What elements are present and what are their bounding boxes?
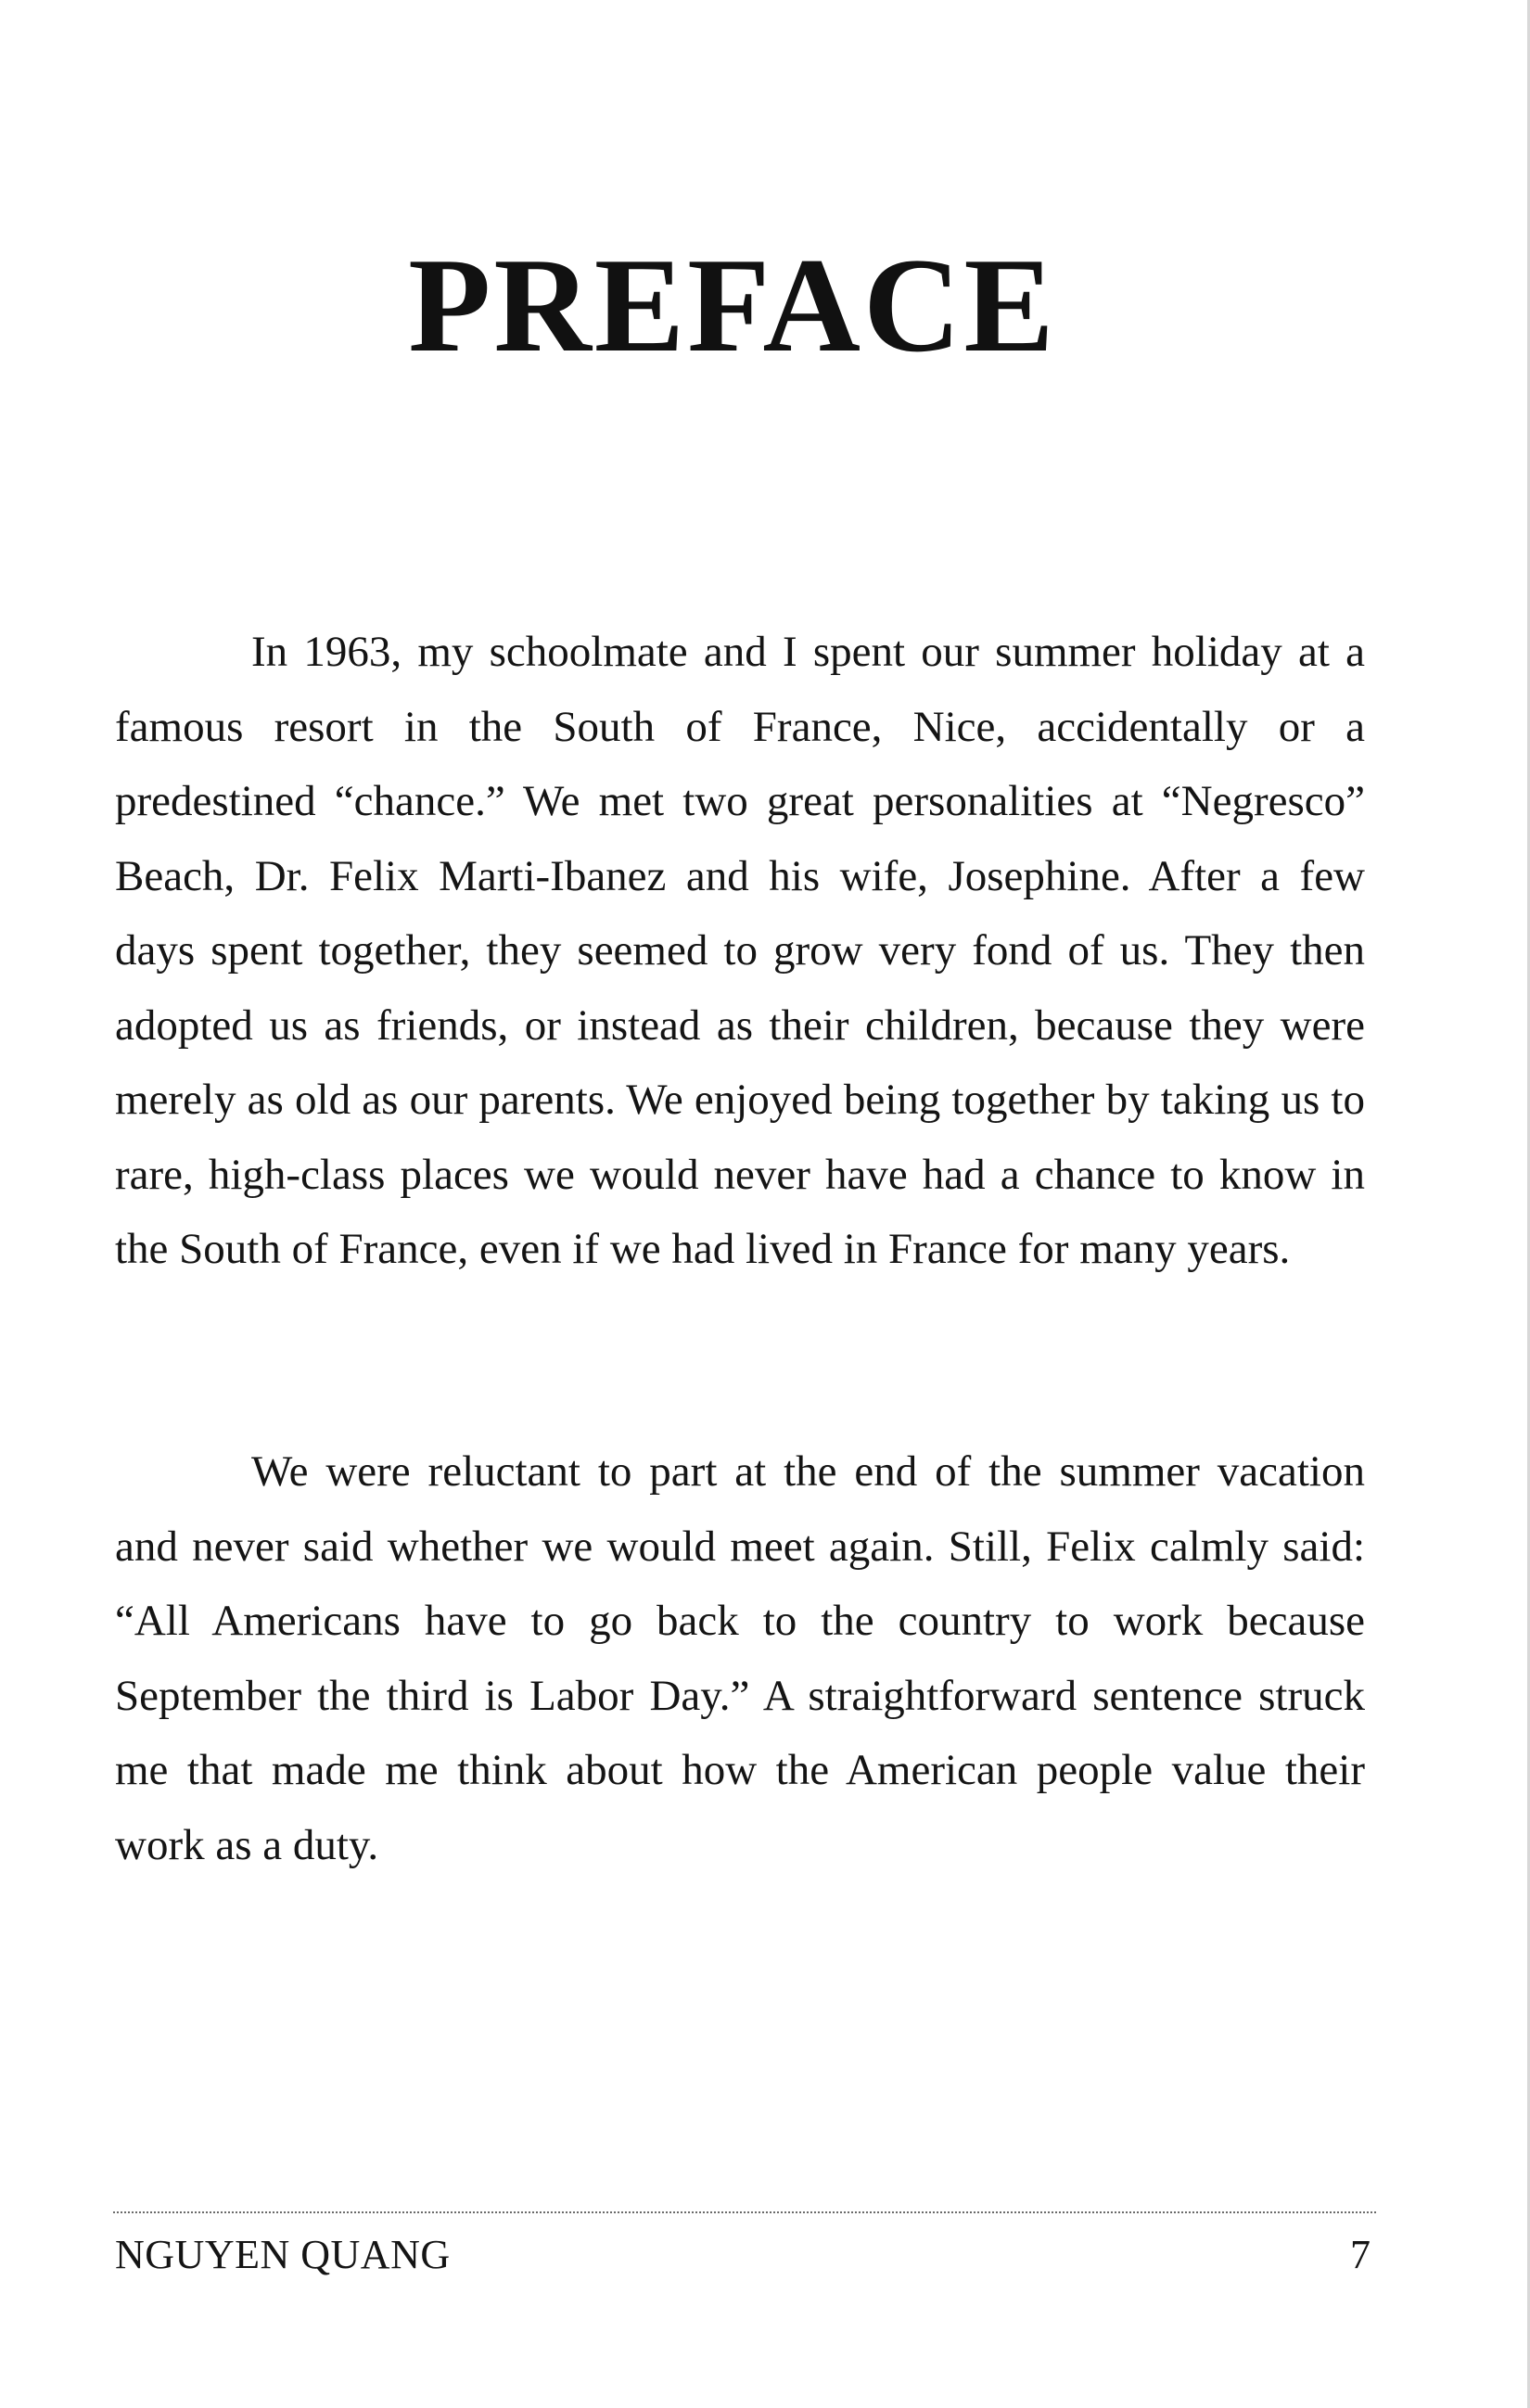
page-number: 7 [1350,2232,1371,2277]
footer-divider [113,2211,1376,2213]
paragraph-2 [115,1434,1365,1882]
paragraph-1-text: In 1963, my schoolmate and I spent our summer holiday at a famous resort in the South of France, Nice, accidentally or a predestined “chance.” We met two great personalities at “Negresco” Beach, Dr. Felix Marti-Ibanez and his wife, Josephine. After a few days spent together, they seemed to grow very fond of us. They then adopted us as friends, or instead as their children, because they were merely as old as our parents. We enjoyed being together by taking us to rare, high-class places we would never have had a chance to know in the South of France, even if we had lived in France for many years. [115,628,1365,1273]
paragraph-1 [115,615,1365,1287]
page-title: PREFACE [408,229,1057,380]
footer-author: NGUYEN QUANG [115,2232,451,2277]
paragraph-2-text: We were reluctant to part at the end of the summer vacation and never said whether we would meet again. Still, Felix calmly said: “All Americans have to go back to the country to work because September the third is Labor Day.” A straightforward sentence struck me that made me think about how the American people value their work as a duty. [115,1447,1365,1869]
